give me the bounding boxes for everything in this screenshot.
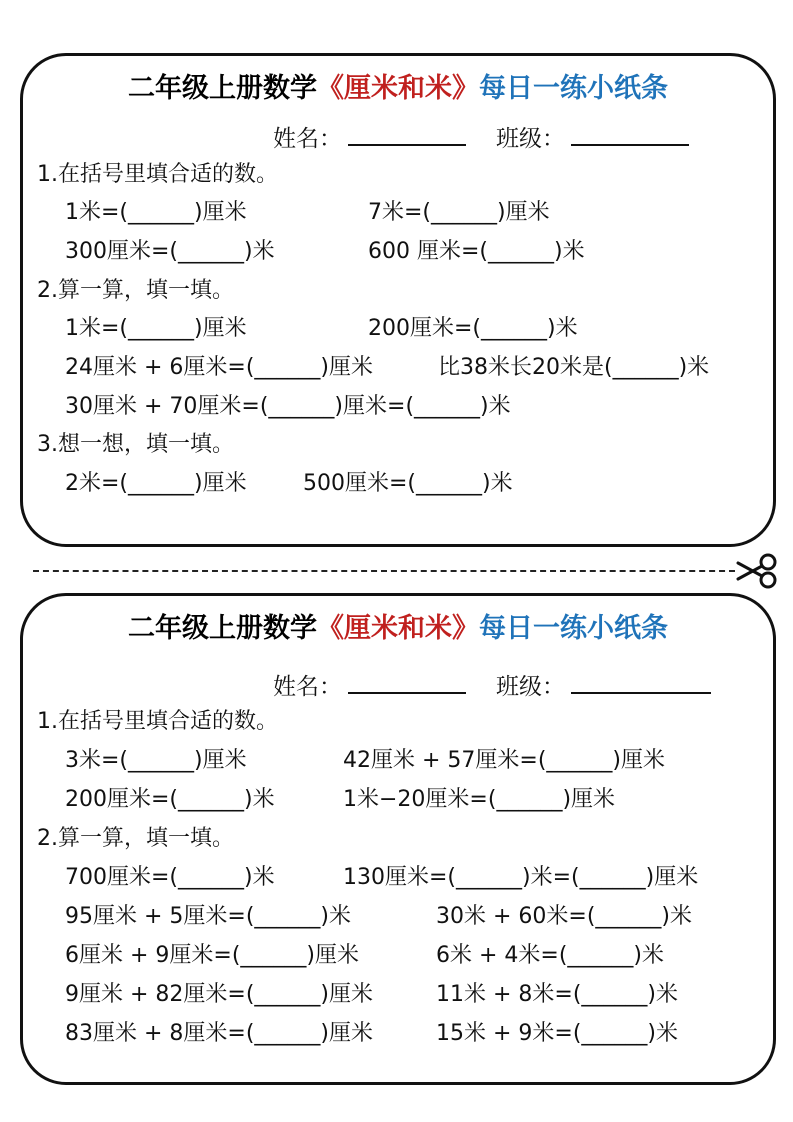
question-line[interactable]: 3米=(______)厘米	[65, 748, 247, 773]
question-line[interactable]: 24厘米 + 6厘米=(______)厘米	[65, 355, 374, 380]
slip-title	[23, 66, 773, 105]
name-label: 姓名：	[273, 126, 342, 152]
name-field[interactable]	[348, 691, 466, 694]
title-grade: 二年级上册数学	[128, 613, 317, 644]
question-line[interactable]: 500厘米=(______)米	[303, 471, 513, 496]
question-line[interactable]: 200厘米=(______)米	[368, 316, 578, 341]
question-line[interactable]: 1米=(______)厘米	[65, 316, 247, 341]
section-heading: 1.在括号里填合适的数。	[37, 709, 278, 734]
name-label: 姓名：	[273, 674, 342, 700]
question-line[interactable]: 15米 + 9米=(______)米	[436, 1021, 679, 1046]
question-line[interactable]: 95厘米 + 5厘米=(______)米	[65, 904, 352, 929]
scissors-icon	[735, 552, 779, 590]
name-class-row	[273, 120, 695, 153]
question-line[interactable]: 300厘米=(______)米	[65, 239, 275, 264]
question-line[interactable]: 600 厘米=(______)米	[368, 239, 585, 264]
title-daily: 每日一练小纸条	[479, 73, 668, 104]
question-line[interactable]: 6厘米 + 9厘米=(______)厘米	[65, 943, 360, 968]
question-line[interactable]: 2米=(______)厘米	[65, 471, 247, 496]
name-class-row	[273, 668, 717, 701]
title-grade: 二年级上册数学	[128, 73, 317, 104]
slip-title	[23, 606, 773, 645]
practice-slip-1	[20, 53, 776, 547]
question-line[interactable]: 700厘米=(______)米	[65, 865, 275, 890]
class-field[interactable]	[571, 691, 711, 694]
question-line[interactable]: 1米=(______)厘米	[65, 200, 247, 225]
class-label: 班级：	[496, 674, 565, 700]
question-line[interactable]: 11米 + 8米=(______)米	[436, 982, 679, 1007]
practice-slip-2	[20, 593, 776, 1085]
question-line[interactable]: 9厘米 + 82厘米=(______)厘米	[65, 982, 374, 1007]
title-topic: 《厘米和米》	[317, 613, 479, 644]
question-line[interactable]: 200厘米=(______)米	[65, 787, 275, 812]
question-line[interactable]: 30米 + 60米=(______)米	[436, 904, 693, 929]
title-daily: 每日一练小纸条	[479, 613, 668, 644]
title-topic: 《厘米和米》	[317, 73, 479, 104]
question-line[interactable]: 6米 + 4米=(______)米	[436, 943, 665, 968]
section-heading: 2.算一算，填一填。	[37, 826, 234, 851]
section-heading: 1.在括号里填合适的数。	[37, 162, 278, 187]
name-field[interactable]	[348, 143, 466, 146]
question-line[interactable]: 7米=(______)厘米	[368, 200, 550, 225]
section-heading: 3.想一想，填一填。	[37, 432, 234, 457]
class-field[interactable]	[571, 143, 689, 146]
question-line[interactable]: 30厘米 + 70厘米=(______)厘米=(______)米	[65, 394, 511, 419]
cut-line	[33, 570, 735, 572]
question-line[interactable]: 42厘米 + 57厘米=(______)厘米	[343, 748, 666, 773]
question-line[interactable]: 1米−20厘米=(______)厘米	[343, 787, 616, 812]
question-line[interactable]: 130厘米=(______)米=(______)厘米	[343, 865, 699, 890]
question-line[interactable]: 83厘米 + 8厘米=(______)厘米	[65, 1021, 374, 1046]
section-heading: 2.算一算，填一填。	[37, 278, 234, 303]
class-label: 班级：	[496, 126, 565, 152]
question-line[interactable]: 比38米长20米是(______)米	[438, 355, 710, 380]
